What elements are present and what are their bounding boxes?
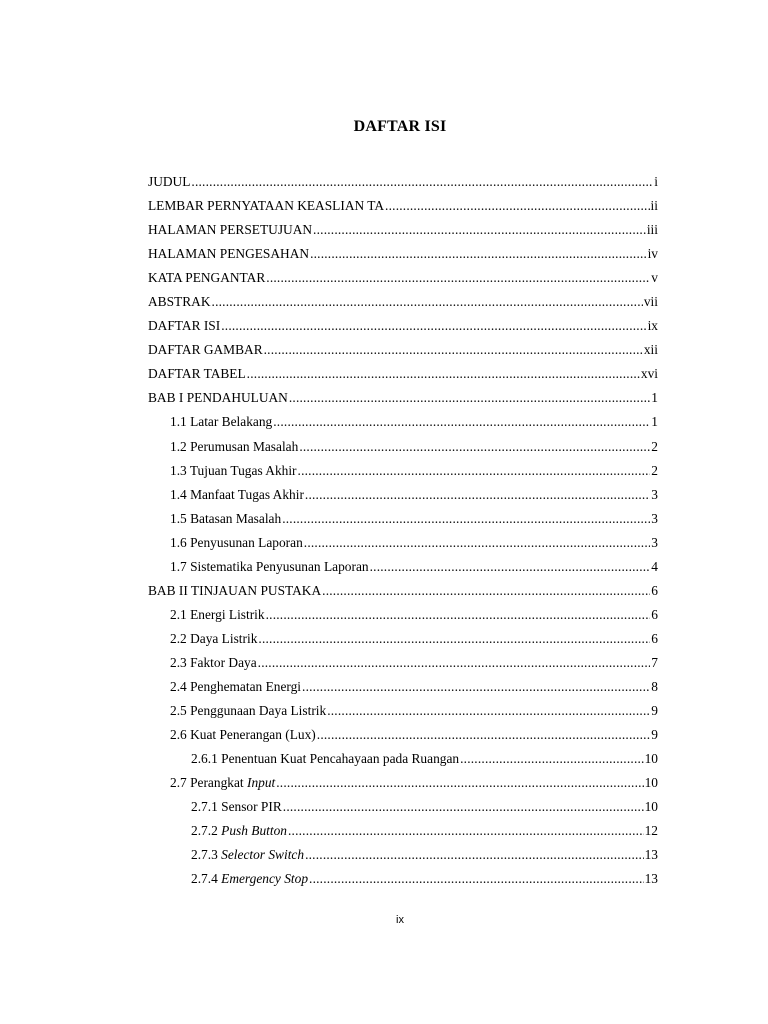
toc-entry-label: ABSTRAK [148,294,211,310]
toc-entry [148,483,658,507]
toc-entry-page: vii [643,294,658,310]
dot-leader [370,555,651,579]
dot-leader [299,435,650,459]
toc-entry-label: BAB I PENDAHULUAN [148,390,288,406]
dot-leader [191,170,653,194]
toc-entry [148,747,658,771]
toc-entry [148,843,658,867]
toc-entry-page: 6 [651,582,658,598]
toc-entry-label: JUDUL [148,174,191,189]
dot-leader [266,266,650,290]
toc-entry-label: DAFTAR GAMBAR [148,342,263,358]
toc-entry [148,290,658,314]
toc-entry [148,218,658,242]
toc-entry-page: 6 [651,630,658,646]
toc-entry [148,338,658,362]
toc-entry-page: 10 [644,775,658,791]
toc-entry-page: xvi [640,366,658,382]
dot-leader [313,218,646,242]
dot-leader [258,627,650,651]
dot-leader [258,651,651,675]
toc-entry [148,579,658,603]
toc-entry-label: 2.7.3 Selector Switch [191,847,305,863]
dot-leader [282,507,650,531]
toc-entry [148,435,658,459]
toc-entry [148,699,658,723]
dot-leader [460,747,644,771]
dot-leader [212,290,643,314]
dot-leader [289,386,650,410]
toc-entry-page: 3 [651,510,658,526]
toc-entry-page: 13 [644,847,658,863]
toc-entry-label: 2.1 Energi Listrik [170,606,265,622]
dot-leader [327,699,650,723]
toc-entry-page: 1 [651,390,658,406]
toc-entry [148,675,658,699]
toc-entry-page: 10 [644,751,658,767]
toc-entry [148,771,658,795]
toc-entry-page: iv [647,246,658,262]
dot-leader [305,483,650,507]
dot-leader [247,362,640,386]
toc-entry-page: 3 [651,534,658,550]
dot-leader [266,603,651,627]
toc-entry-page: 9 [651,703,658,719]
dot-leader [305,843,644,867]
toc-entry-page: 2 [651,438,658,454]
toc-entry-label: 2.7.4 Emergency Stop [191,871,309,887]
toc-entry [148,651,658,675]
toc-entry-label: 1.7 Sistematika Penyusunan Laporan [170,558,369,574]
toc-entry-page: iii [646,222,658,238]
toc-entry-page: ii [650,198,658,214]
toc-entry-label: 1.3 Tujuan Tugas Akhir [170,462,297,478]
toc-entry-page: xii [643,342,658,358]
toc-entry-label: 2.6 Kuat Penerangan (Lux) [170,727,316,743]
toc-entry [148,266,658,290]
toc-entry-label: LEMBAR PERNYATAAN KEASLIAN TA [148,198,385,214]
dot-leader [221,314,646,338]
dot-leader [283,795,644,819]
dot-leader [302,675,650,699]
toc-entry-page: 4 [651,558,658,574]
toc-entry-label: 2.7 Perangkat Input [170,775,276,791]
toc-entry-label: 2.7.2 Push Button [191,823,287,839]
toc-entry-label: KATA PENGANTAR [148,270,266,286]
toc-entry-label: 2.7.1 Sensor PIR [191,799,282,815]
toc-entry-label: 1.2 Perumusan Masalah [170,438,299,454]
dot-leader [288,819,644,843]
toc-entry-page: 2 [651,462,658,478]
dot-leader [309,867,644,891]
toc-entry [148,555,658,579]
table-of-contents [148,170,658,891]
toc-entry-page: 1 [651,414,658,430]
page-number: ix [396,914,404,926]
toc-entry-label: 2.3 Faktor Daya [170,654,257,670]
toc-entry [148,459,658,483]
toc-entry-page: 8 [651,678,658,694]
toc-entry-page: v [651,270,658,286]
dot-leader [264,338,643,362]
toc-entry-label: 1.4 Manfaat Tugas Akhir [170,486,304,502]
toc-entry-label: DAFTAR ISI [148,318,221,334]
toc-entry-page: i [654,174,658,189]
toc-entry-page: 10 [644,799,658,815]
dot-leader [276,771,643,795]
toc-entry [148,507,658,531]
toc-entry-label: HALAMAN PERSETUJUAN [148,222,313,238]
toc-entry-label: 1.5 Batasan Masalah [170,510,282,526]
toc-entry [148,314,658,338]
toc-entry [148,627,658,651]
toc-entry [148,723,658,747]
dot-leader [317,723,651,747]
toc-entry-label: 1.6 Penyusunan Laporan [170,534,303,550]
dot-leader [304,531,651,555]
toc-entry [148,867,658,891]
toc-entry-page: 3 [651,486,658,502]
toc-entry [148,410,658,434]
toc-entry [148,386,658,410]
page-title: DAFTAR ISI [353,118,447,135]
toc-entry-label: 2.2 Daya Listrik [170,630,258,646]
toc-entry-label: HALAMAN PENGESAHAN [148,246,310,262]
toc-entry [148,795,658,819]
toc-entry [148,170,658,194]
dot-leader [273,410,650,434]
dot-leader [298,459,651,483]
toc-entry-page: 9 [651,727,658,743]
toc-entry [148,531,658,555]
toc-entry [148,603,658,627]
toc-entry-page: 7 [651,654,658,670]
dot-leader [310,242,647,266]
toc-entry-label: 2.4 Penghematan Energi [170,678,302,694]
toc-entry [148,242,658,266]
toc-entry-page: 6 [651,606,658,622]
toc-entry-page: 12 [644,823,658,839]
toc-entry-page: ix [647,318,658,334]
toc-entry-label: BAB II TINJAUAN PUSTAKA [148,582,322,598]
toc-entry-page: 13 [644,871,658,887]
toc-entry [148,362,658,386]
toc-entry [148,819,658,843]
toc-entry-label: 2.6.1 Penentuan Kuat Pencahayaan pada Ruangan [191,751,460,767]
toc-entry-label: 1.1 Latar Belakang [170,414,273,430]
toc-entry-label: 2.5 Penggunaan Daya Listrik [170,703,327,719]
toc-entry-label: DAFTAR TABEL [148,366,246,382]
toc-entry [148,194,658,218]
dot-leader [322,579,650,603]
dot-leader [385,194,650,218]
